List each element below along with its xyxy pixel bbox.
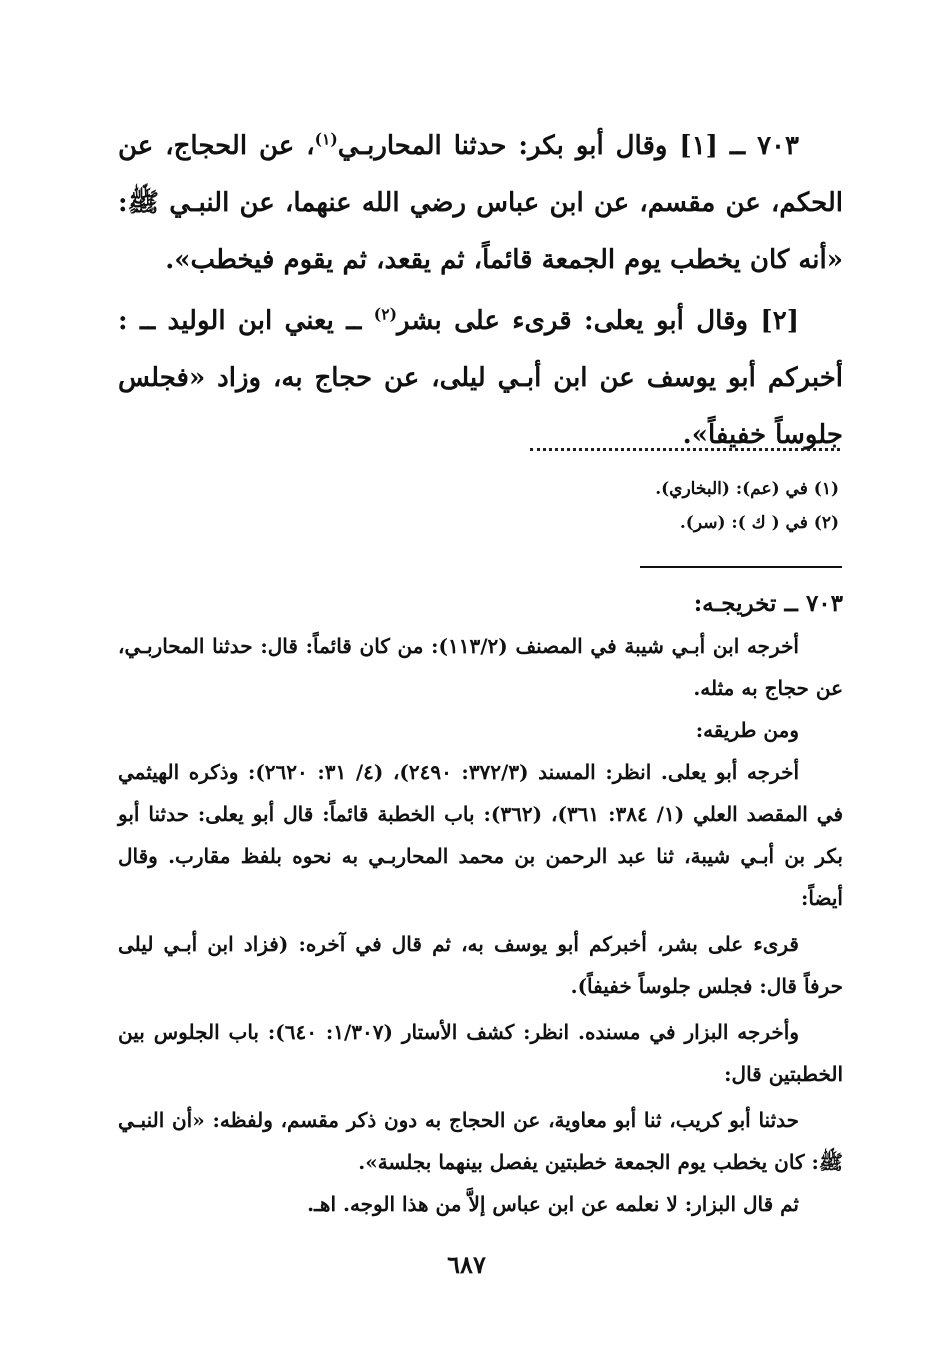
takhrij-paragraph: قرىء على بشر، أخبركم أبو يوسف به، ثم قال في آخره: (فزاد ابن أبـي ليلى حرفاً قال: فجلس جلوساً خفيفاً). xyxy=(118,932,843,998)
takhrij-paragraph: وأخرجه البزار في مسنده. انظر: كشف الأستار (١/٣٠٧: ٦٤٠): باب الجلوس بين الخطبتين قال: xyxy=(118,1020,843,1086)
footnote-2: (٢) في ( ك ): (سر). xyxy=(679,513,839,533)
takhrij-paragraph: أخرجه ابن أبـي شيبة في المصنف (١١٣/٢): من كان قائماً: قال: حدثنا المحاربـي، عن حجاج به مثله. xyxy=(118,634,843,700)
hadith-p1-rest: ، عن الحجاج، عن الحكم، عن مقسم، عن ابن عباس رضي الله عنهما، عن النبـي ﷺ: «أنه كان يخطب يوم الجمعة قائماً، ثم يقعد، ثم يقوم فيخطب». xyxy=(118,131,843,275)
takhrij-paragraph: ثم قال البزار: لا نعلمه عن ابن عباس إلاَّ من هذا الوجه. اهـ. xyxy=(307,1192,799,1216)
footnote-ref-2[interactable]: (٢) xyxy=(373,304,397,324)
takhrij-paragraph: حدثنا أبو كريب، ثنا أبو معاوية، عن الحجاج به دون ذكر مقسم، ولفظه: «أن النبـي ﷺ: كان يخطب يوم الجمعة خطبتين يفصل بينهما بجلسة». xyxy=(118,1108,843,1174)
hadith-paragraph-2 xyxy=(118,293,843,464)
hadith-paragraph-1 xyxy=(118,118,843,289)
takhrij-heading: ٧٠٣ ــ تخريجـه: xyxy=(693,590,843,617)
hadith-text xyxy=(118,118,843,464)
footnotes xyxy=(118,472,843,540)
hadith-p2-rest: ــ يعني ابن الوليد ــ : أخبركم أبو يوسف عن ابن أبـي ليلى، عن حجاج به، وزاد «فجلس جلوساً خفيفاً». xyxy=(118,306,843,450)
footnote-1: (١) في (عم): (البخاري). xyxy=(655,479,839,499)
hadith-p2-start: [٢] وقال أبو يعلى: قرىء على بشر xyxy=(396,306,799,336)
page-number: ٦٨٧ xyxy=(447,1250,486,1279)
section-divider xyxy=(640,566,842,568)
footnote-separator xyxy=(530,448,840,451)
takhrij-paragraph: أخرجه أبو يعلى. انظر: المسند (٣٧٢/٣: ٢٤٩٠)، (٤/ ٣١: ٢٦٢٠): وذكره الهيثمي في المقصد العلي (١/ ٣٨٤: ٣٦١)، (٣٦٢): باب الخطبة قائماً: قال أبو يعلى: حدثنا أبو بكر بن أبـي شيبة، ثنا عبد الرحمن بن محمد المحاربـي به نحوه بلفظ مقارب. وقال أيضاً: xyxy=(118,760,844,910)
footnote-ref-1[interactable]: (١) xyxy=(314,129,338,149)
hadith-p1-start: ٧٠٣ ــ [١] وقال أبو بكر: حدثنا المحاربـي xyxy=(337,131,799,161)
takhrij-section xyxy=(118,583,843,1225)
takhrij-paragraph: ومن طريقه: xyxy=(695,718,799,742)
